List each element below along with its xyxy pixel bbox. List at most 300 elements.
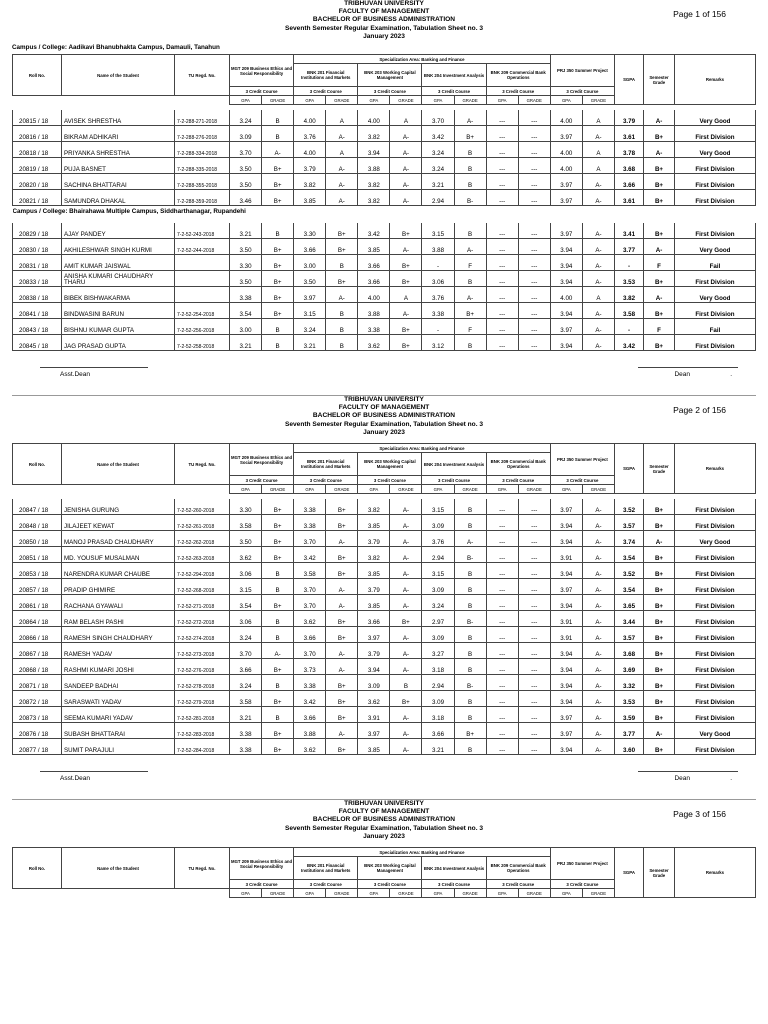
bnk201-grade: A- — [326, 287, 358, 303]
semester-grade: B+ — [644, 174, 675, 190]
gpa-subheader: GPA — [486, 889, 518, 898]
bnk209-gpa: --- — [486, 142, 518, 158]
bnk203-grade: A- — [390, 239, 422, 255]
tu-regd-number — [175, 287, 230, 303]
semester-grade: B+ — [644, 595, 675, 611]
col-bnk201-header: BNK 201 Financial Institutions and Markets — [294, 857, 358, 880]
grade-subheader: GRADE — [454, 485, 486, 494]
bnk204-gpa: 2.97 — [422, 611, 454, 627]
mgt209-gpa: 3.62 — [230, 547, 262, 563]
prj350-gpa: 3.94 — [550, 335, 582, 351]
sgpa-value: 3.41 — [615, 223, 644, 239]
student-name: PUJA BASNET — [62, 158, 175, 174]
mgt209-grade: B — [262, 110, 294, 126]
bnk203-grade: B+ — [390, 335, 422, 351]
mgt209-gpa: 3.50 — [230, 271, 262, 287]
bnk203-grade: A- — [390, 595, 422, 611]
credit-course-label: 3 Credit Course — [230, 476, 294, 485]
mgt209-grade: B+ — [262, 531, 294, 547]
semester-grade: B+ — [644, 627, 675, 643]
bnk209-grade: --- — [518, 271, 550, 287]
col-bnk204-header: BNK 204 Investment Analysis — [422, 453, 486, 476]
bnk203-grade: B+ — [390, 691, 422, 707]
remarks: Very Good — [675, 723, 756, 739]
remarks: First Division — [675, 595, 756, 611]
remarks: Very Good — [675, 239, 756, 255]
bnk204-gpa: 3.18 — [422, 659, 454, 675]
semester-grade: B+ — [644, 515, 675, 531]
student-name: RAMESH YADAV — [62, 643, 175, 659]
sgpa-value: 3.60 — [615, 739, 644, 755]
remarks: First Division — [675, 515, 756, 531]
bnk201-grade: A- — [326, 158, 358, 174]
mgt209-grade: A- — [262, 643, 294, 659]
bnk201-grade: B — [326, 335, 358, 351]
student-name: SUBASH BHATTARAI — [62, 723, 175, 739]
prj350-gpa: 3.97 — [550, 319, 582, 335]
bnk203-gpa: 3.85 — [358, 595, 390, 611]
semester-grade: B+ — [644, 659, 675, 675]
mgt209-grade: B+ — [262, 271, 294, 287]
bnk203-gpa: 3.62 — [358, 691, 390, 707]
gpa-subheader: GPA — [550, 96, 582, 105]
student-row — [13, 319, 756, 335]
col-bnk209-header: BNK 209 Commercial Bank Operations — [486, 453, 550, 476]
student-row — [13, 691, 756, 707]
bnk201-grade: A- — [326, 723, 358, 739]
student-name: SEEMA KUMARI YADAV — [62, 707, 175, 723]
bnk209-gpa: --- — [486, 515, 518, 531]
dean-label: Dean — [674, 775, 690, 783]
bnk203-grade: B+ — [390, 255, 422, 271]
grade-subheader: GRADE — [326, 96, 358, 105]
bnk201-gpa: 3.24 — [294, 319, 326, 335]
semester-grade: B+ — [644, 675, 675, 691]
student-row — [13, 547, 756, 563]
bnk201-gpa: 3.85 — [294, 190, 326, 206]
col-remarks-header: Remarks — [675, 848, 756, 898]
bnk203-grade: A- — [390, 531, 422, 547]
bnk204-gpa: 3.09 — [422, 691, 454, 707]
semester-grade: B+ — [644, 707, 675, 723]
roll-number: 20833 / 18 — [13, 271, 62, 287]
bnk201-gpa: 3.42 — [294, 547, 326, 563]
student-row — [13, 110, 756, 126]
asst-dean-signature-line — [40, 367, 148, 368]
roll-number: 20871 / 18 — [13, 675, 62, 691]
credit-course-label: 3 Credit Course — [422, 87, 486, 96]
bnk204-grade: B — [454, 595, 486, 611]
faculty-name: FACULTY OF MANAGEMENT — [338, 808, 430, 816]
roll-number: 20841 / 18 — [13, 303, 62, 319]
bnk209-gpa: --- — [486, 739, 518, 755]
col-semgrade-header: Semester Grade — [644, 444, 675, 494]
bnk209-gpa: --- — [486, 255, 518, 271]
bnk201-gpa: 3.15 — [294, 303, 326, 319]
bnk204-grade: B — [454, 142, 486, 158]
remarks: First Division — [675, 627, 756, 643]
bnk209-gpa: --- — [486, 158, 518, 174]
mgt209-gpa: 3.30 — [230, 499, 262, 515]
bnk203-gpa: 3.88 — [358, 158, 390, 174]
gpa-subheader: GPA — [422, 96, 454, 105]
roll-number: 20819 / 18 — [13, 158, 62, 174]
gpa-subheader: GPA — [550, 889, 582, 898]
bnk201-gpa: 4.00 — [294, 142, 326, 158]
bnk209-gpa: --- — [486, 174, 518, 190]
col-mgt209-header: MGT 209 Business Ethics and Social Responsibility — [230, 848, 294, 880]
bnk209-gpa: --- — [486, 595, 518, 611]
bnk203-gpa: 3.82 — [358, 547, 390, 563]
bnk201-gpa: 3.97 — [294, 287, 326, 303]
tabulation-table — [12, 443, 756, 755]
student-name: MANOJ PRASAD CHAUDHARY — [62, 531, 175, 547]
bnk201-gpa: 3.50 — [294, 271, 326, 287]
prj350-grade: A- — [582, 271, 614, 287]
bnk204-grade: B — [454, 158, 486, 174]
prj350-grade: A- — [582, 335, 614, 351]
student-name: SACHINA BHATTARAI — [62, 174, 175, 190]
gpa-subheader: GPA — [358, 889, 390, 898]
page-number: Page 1 of 156 — [673, 9, 726, 19]
semester-grade: F — [644, 255, 675, 271]
mgt209-grade: B+ — [262, 691, 294, 707]
bnk209-grade: --- — [518, 499, 550, 515]
bnk204-grade: B — [454, 627, 486, 643]
mgt209-gpa: 3.50 — [230, 158, 262, 174]
bnk203-grade: A- — [390, 579, 422, 595]
mgt209-gpa: 3.38 — [230, 723, 262, 739]
student-row — [13, 627, 756, 643]
bnk203-grade: A- — [390, 707, 422, 723]
roll-number: 20876 / 18 — [13, 723, 62, 739]
bnk201-gpa: 3.66 — [294, 627, 326, 643]
bnk203-gpa: 3.66 — [358, 611, 390, 627]
bnk201-grade: A — [326, 110, 358, 126]
grade-subheader: GRADE — [454, 889, 486, 898]
tu-regd-number: 7-2-52-263-2018 — [175, 547, 230, 563]
tu-regd-number: 7-2-52-276-2018 — [175, 659, 230, 675]
header-spacer — [13, 889, 230, 898]
col-bnk203-header: BNK 203 Working Capital Management — [358, 857, 422, 880]
bnk204-gpa: 3.27 — [422, 643, 454, 659]
bnk203-gpa: 3.79 — [358, 579, 390, 595]
remarks: Very Good — [675, 110, 756, 126]
gpa-subheader: GPA — [230, 96, 262, 105]
semester-grade: B+ — [644, 579, 675, 595]
credit-course-label: 3 Credit Course — [422, 880, 486, 889]
mgt209-grade: B — [262, 579, 294, 595]
col-semgrade-header: Semester Grade — [644, 848, 675, 898]
bnk204-grade: B- — [454, 675, 486, 691]
mgt209-grade: B — [262, 563, 294, 579]
dean-signature-line — [638, 771, 738, 772]
col-roll-header: Roll No. — [13, 848, 62, 889]
remarks: First Division — [675, 707, 756, 723]
bnk209-gpa: --- — [486, 723, 518, 739]
tu-regd-number: 7-2-52-279-2018 — [175, 691, 230, 707]
roll-number: 20829 / 18 — [13, 223, 62, 239]
sgpa-value: 3.54 — [615, 579, 644, 595]
bnk201-gpa: 3.58 — [294, 563, 326, 579]
gpa-subheader: GPA — [358, 485, 390, 494]
bnk209-grade: --- — [518, 531, 550, 547]
student-name: SAMUNDRA DHAKAL — [62, 190, 175, 206]
gpa-subheader: GPA — [422, 485, 454, 494]
dean-label: Dean — [674, 371, 690, 379]
col-remarks-header: Remarks — [675, 55, 756, 105]
prj350-grade: A- — [582, 611, 614, 627]
student-row — [13, 531, 756, 547]
bnk201-grade: A- — [326, 126, 358, 142]
bnk203-grade: A- — [390, 174, 422, 190]
semester-grade: A- — [644, 239, 675, 255]
bnk209-grade: --- — [518, 643, 550, 659]
bnk204-grade: B- — [454, 611, 486, 627]
bnk203-gpa: 3.79 — [358, 531, 390, 547]
bnk204-gpa: 3.76 — [422, 287, 454, 303]
bnk204-grade: B- — [454, 190, 486, 206]
mgt209-gpa: 3.54 — [230, 595, 262, 611]
mgt209-grade: B+ — [262, 239, 294, 255]
semester-grade: A- — [644, 723, 675, 739]
student-name: AJAY PANDEY — [62, 223, 175, 239]
bnk204-gpa: - — [422, 319, 454, 335]
semester-grade: B+ — [644, 563, 675, 579]
roll-number: 20850 / 18 — [13, 531, 62, 547]
tu-regd-number: 7-2-288-335-2018 — [175, 158, 230, 174]
tu-regd-number: 7-2-288-355-2018 — [175, 174, 230, 190]
mgt209-gpa: 3.21 — [230, 223, 262, 239]
mgt209-grade: B+ — [262, 174, 294, 190]
mgt209-gpa: 3.24 — [230, 675, 262, 691]
roll-number: 20864 / 18 — [13, 611, 62, 627]
bnk204-gpa: 3.12 — [422, 335, 454, 351]
bnk204-gpa: 3.09 — [422, 627, 454, 643]
roll-number: 20831 / 18 — [13, 255, 62, 271]
mgt209-grade: B+ — [262, 190, 294, 206]
prj350-grade: A- — [582, 627, 614, 643]
bnk204-gpa: 3.21 — [422, 739, 454, 755]
tu-regd-number: 7-2-52-254-2018 — [175, 303, 230, 319]
remarks: First Division — [675, 190, 756, 206]
mgt209-gpa: 3.21 — [230, 335, 262, 351]
bnk203-gpa: 3.94 — [358, 659, 390, 675]
remarks: First Division — [675, 643, 756, 659]
bnk209-grade: --- — [518, 547, 550, 563]
student-name: RAMESH SINGH CHAUDHARY — [62, 627, 175, 643]
student-row — [13, 723, 756, 739]
mgt209-gpa: 3.70 — [230, 643, 262, 659]
student-row — [13, 611, 756, 627]
tu-regd-number: 7-2-52-278-2018 — [175, 675, 230, 691]
prj350-grade: A- — [582, 547, 614, 563]
student-name: BISHNU KUMAR GUPTA — [62, 319, 175, 335]
bnk203-gpa: 3.94 — [358, 142, 390, 158]
prj350-gpa: 3.97 — [550, 723, 582, 739]
sheet-header — [12, 800, 756, 841]
student-name: JENISHA GURUNG — [62, 499, 175, 515]
mgt209-gpa: 3.24 — [230, 110, 262, 126]
student-row — [13, 563, 756, 579]
student-name: AMIT KUMAR JAISWAL — [62, 255, 175, 271]
remarks: First Division — [675, 563, 756, 579]
roll-number: 20857 / 18 — [13, 579, 62, 595]
prj350-gpa: 3.94 — [550, 531, 582, 547]
gpa-subheader: GPA — [230, 889, 262, 898]
bnk203-gpa: 3.66 — [358, 255, 390, 271]
col-sgpa-header: SGPA — [615, 848, 644, 898]
col-remarks-header: Remarks — [675, 444, 756, 494]
bnk201-gpa: 3.76 — [294, 126, 326, 142]
table-header — [13, 55, 756, 105]
bnk203-grade: A- — [390, 126, 422, 142]
remarks: First Division — [675, 271, 756, 287]
bnk203-grade: B+ — [390, 319, 422, 335]
tu-regd-number: 7-2-52-283-2018 — [175, 723, 230, 739]
sgpa-value: - — [615, 255, 644, 271]
student-row — [13, 239, 756, 255]
table-header — [13, 848, 756, 898]
bnk201-grade: B+ — [326, 675, 358, 691]
bnk203-grade: A- — [390, 563, 422, 579]
table-header — [13, 444, 756, 494]
tu-regd-number: 7-2-52-256-2018 — [175, 319, 230, 335]
tu-regd-number: 7-2-52-294-2018 — [175, 563, 230, 579]
bnk201-gpa: 3.62 — [294, 739, 326, 755]
bnk204-gpa: 3.09 — [422, 515, 454, 531]
semester-grade: B+ — [644, 271, 675, 287]
mgt209-gpa: 3.54 — [230, 303, 262, 319]
bnk204-grade: F — [454, 255, 486, 271]
col-semgrade-header: Semester Grade — [644, 55, 675, 105]
semester-grade: B+ — [644, 739, 675, 755]
faculty-name: FACULTY OF MANAGEMENT — [338, 404, 430, 412]
bnk204-grade: B — [454, 174, 486, 190]
credit-course-label: 3 Credit Course — [294, 87, 358, 96]
bnk204-gpa: 3.76 — [422, 531, 454, 547]
credit-course-label: 3 Credit Course — [486, 87, 550, 96]
bnk201-grade: A- — [326, 174, 358, 190]
mgt209-grade: B+ — [262, 723, 294, 739]
bnk201-grade: B+ — [326, 739, 358, 755]
col-bnk209-header: BNK 209 Commercial Bank Operations — [486, 64, 550, 87]
sgpa-value: 3.79 — [615, 110, 644, 126]
bnk209-grade: --- — [518, 611, 550, 627]
tu-regd-number: 7-2-52-258-2018 — [175, 335, 230, 351]
remarks: Very Good — [675, 531, 756, 547]
student-name: BIBEK BISHWAKARMA — [62, 287, 175, 303]
bnk203-grade: A- — [390, 158, 422, 174]
sgpa-value: 3.78 — [615, 142, 644, 158]
student-name: PRIYANKA SHRESTHA — [62, 142, 175, 158]
prj350-grade: A- — [582, 223, 614, 239]
sgpa-value: 3.57 — [615, 515, 644, 531]
bnk209-gpa: --- — [486, 659, 518, 675]
remarks: Very Good — [675, 287, 756, 303]
mgt209-gpa: 3.50 — [230, 531, 262, 547]
header-spacer — [13, 96, 230, 105]
bnk201-grade: B — [326, 303, 358, 319]
sgpa-value: 3.61 — [615, 126, 644, 142]
tu-regd-number: 7-2-52-268-2018 — [175, 579, 230, 595]
prj350-gpa: 3.94 — [550, 595, 582, 611]
bnk203-gpa: 3.85 — [358, 515, 390, 531]
mgt209-gpa: 3.24 — [230, 627, 262, 643]
roll-number: 20853 / 18 — [13, 563, 62, 579]
grade-subheader: GRADE — [390, 889, 422, 898]
credit-course-label: 3 Credit Course — [550, 880, 614, 889]
student-row — [13, 255, 756, 271]
bnk204-grade: B — [454, 739, 486, 755]
tabulation-table — [12, 847, 756, 898]
student-row — [13, 515, 756, 531]
header-spacer — [13, 485, 230, 494]
grade-subheader: GRADE — [262, 889, 294, 898]
semester-grade: B+ — [644, 643, 675, 659]
semester-grade: B+ — [644, 499, 675, 515]
prj350-grade: A- — [582, 239, 614, 255]
bnk204-gpa: 3.18 — [422, 707, 454, 723]
sheet-page — [0, 0, 768, 396]
student-row — [13, 158, 756, 174]
exam-date: January 2023 — [363, 32, 405, 40]
bnk201-grade: B+ — [326, 547, 358, 563]
bnk204-grade: B — [454, 659, 486, 675]
gpa-subheader: GPA — [486, 485, 518, 494]
bnk209-gpa: --- — [486, 627, 518, 643]
tabulation-body — [13, 105, 756, 351]
prj350-grade: A- — [582, 707, 614, 723]
bnk203-grade: B+ — [390, 271, 422, 287]
bnk209-gpa: --- — [486, 499, 518, 515]
mgt209-grade: B+ — [262, 287, 294, 303]
prj350-gpa: 3.97 — [550, 174, 582, 190]
bnk204-gpa: 3.88 — [422, 239, 454, 255]
mgt209-gpa: 3.15 — [230, 579, 262, 595]
student-row — [13, 271, 756, 287]
roll-number: 20877 / 18 — [13, 739, 62, 755]
col-sgpa-header: SGPA — [615, 444, 644, 494]
bnk204-grade: B — [454, 563, 486, 579]
remarks: First Division — [675, 579, 756, 595]
gpa-subheader: GPA — [294, 485, 326, 494]
col-spec-header: Specialization Area: Banking and Finance — [294, 55, 551, 64]
mgt209-gpa: 3.58 — [230, 691, 262, 707]
bnk204-grade: B- — [454, 547, 486, 563]
bnk209-grade: --- — [518, 223, 550, 239]
roll-number: 20851 / 18 — [13, 547, 62, 563]
sgpa-value: 3.58 — [615, 303, 644, 319]
bnk203-gpa: 3.82 — [358, 190, 390, 206]
prj350-grade: A- — [582, 255, 614, 271]
bnk203-grade: A- — [390, 499, 422, 515]
program-name: BACHELOR OF BUSINESS ADMINISTRATION — [312, 16, 456, 24]
credit-course-label: 3 Credit Course — [230, 880, 294, 889]
student-name: PRADIP GHIMIRE — [62, 579, 175, 595]
tu-regd-number: 7-2-52-272-2018 — [175, 611, 230, 627]
bnk209-gpa: --- — [486, 531, 518, 547]
bnk209-gpa: --- — [486, 563, 518, 579]
bnk209-grade: --- — [518, 723, 550, 739]
credit-course-label: 3 Credit Course — [294, 476, 358, 485]
bnk204-gpa: 3.24 — [422, 158, 454, 174]
grade-subheader: GRADE — [518, 485, 550, 494]
credit-course-label: 3 Credit Course — [422, 476, 486, 485]
prj350-gpa: 3.94 — [550, 643, 582, 659]
col-name-header: Name of the Student — [62, 55, 175, 96]
gpa-subheader: GPA — [358, 96, 390, 105]
